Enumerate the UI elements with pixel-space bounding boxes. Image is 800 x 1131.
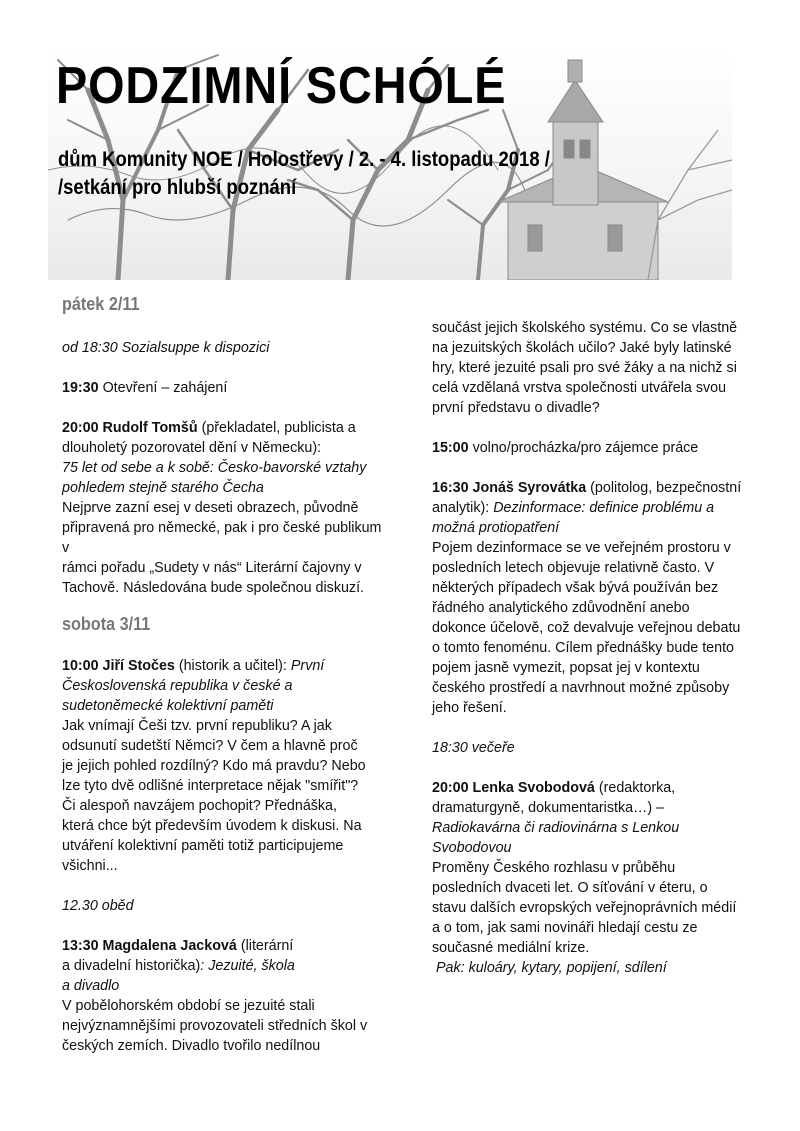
sat-dinner: 18:30 večeře [432, 740, 515, 756]
day-heading-saturday: sobota 3/11 [62, 614, 151, 634]
sat-talk4-desc-line: Proměny Českého rozhlasu v průběhu [432, 860, 676, 876]
sat-talk4-speaker: 20:00 Lenka Svobodová (redaktorka, [432, 780, 676, 796]
sat-talk3-desc-line: pojem jasně vymezit, popsat jej v kontextu [432, 660, 700, 676]
sat-free-time: 15:00 volno/procházka/pro zájemce práce [432, 440, 699, 456]
sat-talk3-desc-line: posledních letech objevuje relativně často. V [432, 560, 715, 576]
sat-talk1-title-3: sudetoněmecké kolektivní paměti [62, 698, 274, 714]
subtitle-line-2: /setkání pro hlubší poznání [58, 176, 297, 199]
friday-desc-line: připravená pro německé, pak i pro české publikum v [62, 520, 382, 556]
sat-talk1-desc-line: Jak vnímají Češi tzv. první republiku? A jak [62, 718, 332, 734]
sat-talk4-title-2: Svobodovou [432, 840, 512, 856]
sat-talk2-desc-line: V pobělohorském období se jezuité stali [62, 998, 315, 1014]
sat-talk2-title-3: a divadlo [62, 978, 120, 994]
sat-talk2-desc-cont: celá vzdělaná vrstva společnosti utvářela svou [432, 380, 727, 396]
sat-talk1-desc-line: lze tyto dvě odlišné interpretace nějak "smířit"? [62, 778, 359, 794]
friday-soup: od 18:30 Sozialsuppe k dispozici [62, 340, 270, 356]
subtitle-line-1: dům Komunity NOE / Holostřevy / 2. - 4. listopadu 2018 / [58, 148, 550, 171]
day-heading-friday: pátek 2/11 [62, 294, 140, 314]
sat-talk2-speaker: 13:30 Magdalena Jacková (literární [62, 938, 294, 954]
sat-talk3-desc-line: dokonce účelově, což devalvuje veřejnou debatu [432, 620, 741, 636]
sat-talk1-desc-line: je jejich pohled rozdílný? Kdo má pravdu? Nebo [62, 758, 366, 774]
sat-talk4-desc-line: a o tom, jak sami novináři hledají cestu ze [432, 920, 698, 936]
sat-talk2-desc-cont: na jezuitských školách učilo? Jaké byly latinské [432, 340, 732, 356]
sat-talk2-role: a divadelní historička): Jezuité, škola [62, 958, 295, 974]
sat-talk3-desc-line: řádného analytického zdůvodnění anebo [432, 600, 690, 616]
sat-talk1-desc-line: všichni... [62, 858, 118, 874]
sat-talk4-desc-line: současné mediální krize. [432, 940, 590, 956]
friday-desc-line: Tachově. Následována bude společnou diskuzí. [62, 580, 365, 596]
friday-talk-title-1: 75 let od sebe a k sobě: Česko-bavorské vztahy [62, 460, 367, 476]
sat-talk1-desc-line: která chce být především úvodem k diskusi. Na [62, 818, 362, 834]
friday-desc-line: rámci pořadu „Sudety v nás“ Literární čajovny v [62, 560, 362, 576]
sat-lunch: 12.30 oběd [62, 898, 134, 914]
sat-talk1-title-2: Československá republika v české a [62, 678, 293, 694]
sat-talk2-desc-cont: první představu o divadle? [432, 400, 600, 416]
sat-talk2-desc-cont: hry, které jezuité psali pro své žáky a na nichž si [432, 360, 737, 376]
sat-talk3-desc-line: o tomto fenoménu. Cílem přednášky bude tento [432, 640, 735, 656]
sat-talk3-desc-line: některých případech však bývá používán bez [432, 580, 719, 596]
sat-talk3-speaker: 16:30 Jonáš Syrovátka (politolog, bezpečnostní [432, 480, 742, 496]
sat-talk3-desc-line: jeho řešení. [432, 700, 507, 716]
sat-talk2-desc-line: českých zemích. Divadlo tvořilo nedílnou [62, 1038, 321, 1054]
sat-talk4-title-1: Radiokavárna či radiovinárna s Lenkou [432, 820, 680, 836]
friday-desc-line: Nejprve zazní esej v deseti obrazech, původně [62, 500, 359, 516]
friday-talk-role: dlouholetý pozorovatel dění v Německu): [62, 440, 322, 456]
sat-talk1-desc-line: Či alespoň navzájem pochopit? Přednáška, [62, 798, 337, 814]
sat-talk4-role: dramaturgyně, dokumentaristka…) – [432, 800, 665, 816]
friday-opening: 19:30 Otevření – zahájení [62, 380, 228, 396]
sat-talk3-role: analytik): Dezinformace: definice problému a [432, 500, 715, 516]
right-column [432, 318, 742, 978]
header-banner [48, 50, 732, 280]
sat-talk2-desc-cont: součást jejich školského systému. Co se vlastně [432, 320, 738, 336]
sat-talk2-desc-line: nejvýznamnějšími provozovateli středních škol v [62, 1018, 368, 1034]
sat-talk4-desc-line: posledních dvaceti let. O síťování v éteru, o [432, 880, 708, 896]
sat-talk3-desc-line: Pojem dezinformace se ve veřejném prostoru v [432, 540, 731, 556]
sat-talk1-speaker: 10:00 Jiří Stočes (historik a učitel): První [62, 658, 325, 674]
sat-talk3-desc-line: českého prostředí a navrhnout možné způsoby [432, 680, 730, 696]
sat-talk1-desc-line: utváření kolektivní paměti totiž participujeme [62, 838, 344, 854]
sat-talk3-title-3: možná protiopatření [432, 520, 560, 536]
friday-talk-speaker: 20:00 Rudolf Tomšů (překladatel, publicista a [62, 420, 356, 436]
sat-after-program: Pak: kuloáry, kytary, popijení, sdílení [436, 960, 667, 976]
sat-talk1-desc-line: odsunutí sudetští Němci? V čem a hlavně proč [62, 738, 358, 754]
sat-talk4-desc-line: stavu dalších evropských veřejnoprávních médií [432, 900, 737, 916]
left-column [62, 292, 382, 1056]
page-title: PODZIMNÍ SCHÓLÉ [56, 57, 507, 115]
friday-talk-title-2: pohledem stejně starého Čecha [62, 480, 264, 496]
